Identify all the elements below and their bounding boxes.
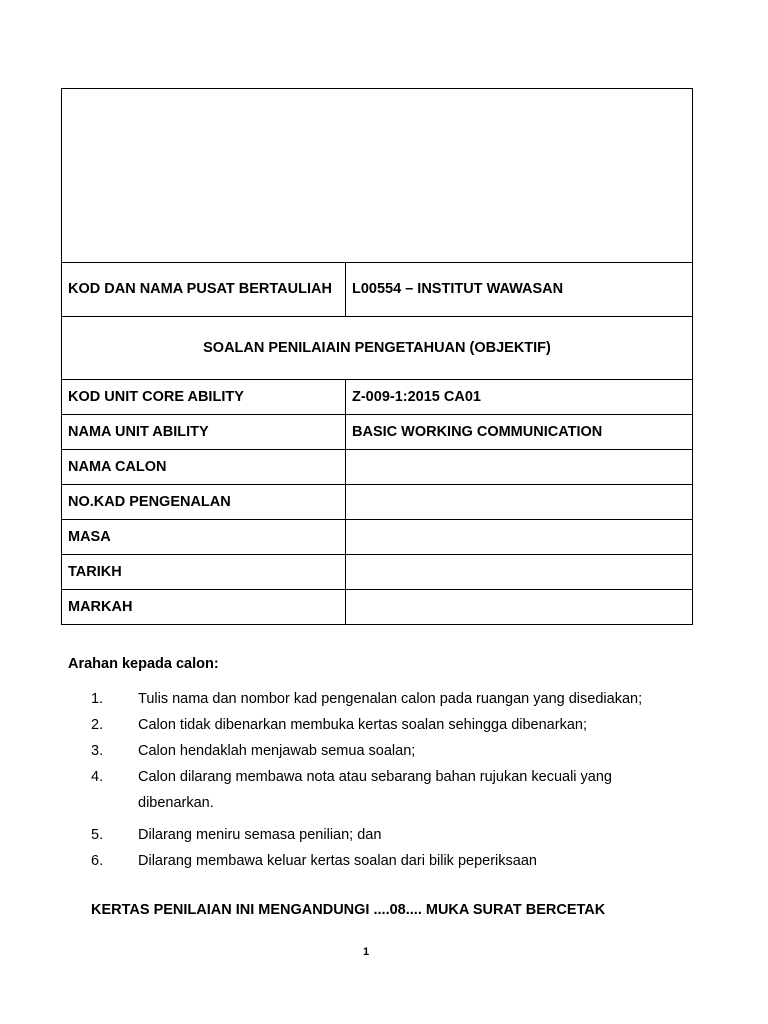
item-text: Calon tidak dibenarkan membuka kertas soalan sehingga dibenarkan; (138, 717, 587, 733)
item-text: Calon hendaklah menjawab semua soalan; (138, 743, 416, 759)
form-row-label: NAMA UNIT ABILITY (62, 415, 346, 450)
item-text: Dilarang meniru semasa penilian; dan (138, 827, 382, 843)
form-row-value[interactable] (346, 520, 693, 555)
blank-header-cell (62, 89, 693, 263)
item-number: 3. (91, 743, 104, 759)
form-row-value[interactable] (346, 590, 693, 625)
list-item (91, 848, 691, 874)
form-row-value[interactable] (346, 485, 693, 520)
instructions-list (91, 686, 691, 874)
centre-value: L00554 – INSTITUT WAWASAN (346, 263, 693, 317)
form-row-value[interactable] (346, 450, 693, 485)
form-row (62, 520, 693, 555)
form-row-label: NO.KAD PENGENALAN (62, 485, 346, 520)
blank-header-row (62, 89, 693, 263)
form-row (62, 590, 693, 625)
form-row-value: Z-009-1:2015 CA01 (346, 380, 693, 415)
list-item (91, 738, 691, 764)
form-row-label: NAMA CALON (62, 450, 346, 485)
cover-form-table (61, 88, 693, 625)
item-text: Tulis nama dan nombor kad pengenalan calon pada ruangan yang disediakan; (138, 691, 643, 707)
form-row (62, 450, 693, 485)
list-item (91, 822, 691, 848)
form-row-label: MASA (62, 520, 346, 555)
list-item (91, 712, 691, 738)
page-number: 1 (362, 946, 370, 958)
list-item (91, 764, 691, 816)
form-row-label: KOD UNIT CORE ABILITY (62, 380, 346, 415)
form-row (62, 555, 693, 590)
list-item (91, 686, 691, 712)
form-row (62, 485, 693, 520)
form-row-value[interactable] (346, 555, 693, 590)
item-number: 6. (91, 853, 104, 869)
item-number: 5. (91, 827, 104, 843)
item-number: 2. (91, 717, 104, 733)
form-row (62, 380, 693, 415)
paper-title: SOALAN PENILAIAIN PENGETAHUAN (OBJEKTIF) (62, 317, 693, 380)
form-row-label: MARKAH (62, 590, 346, 625)
form-row-label: TARIKH (62, 555, 346, 590)
item-text: Dilarang membawa keluar kertas soalan dari bilik peperiksaan (138, 853, 537, 869)
page-count-note: KERTAS PENILAIAN INI MENGANDUNGI ....08.... MUKA SURAT BERCETAK (91, 902, 606, 918)
paper-title-row (62, 317, 693, 380)
item-number: 1. (91, 691, 104, 707)
form-row (62, 415, 693, 450)
item-number: 4. (91, 769, 104, 785)
item-text: Calon dilarang membawa nota atau sebarang bahan rujukan kecuali yang dibenarkan. (138, 769, 612, 811)
instructions-heading: Arahan kepada calon: (68, 656, 219, 672)
centre-label: KOD DAN NAMA PUSAT BERTAULIAH (62, 263, 346, 317)
centre-row (62, 263, 693, 317)
form-row-value: BASIC WORKING COMMUNICATION (346, 415, 693, 450)
